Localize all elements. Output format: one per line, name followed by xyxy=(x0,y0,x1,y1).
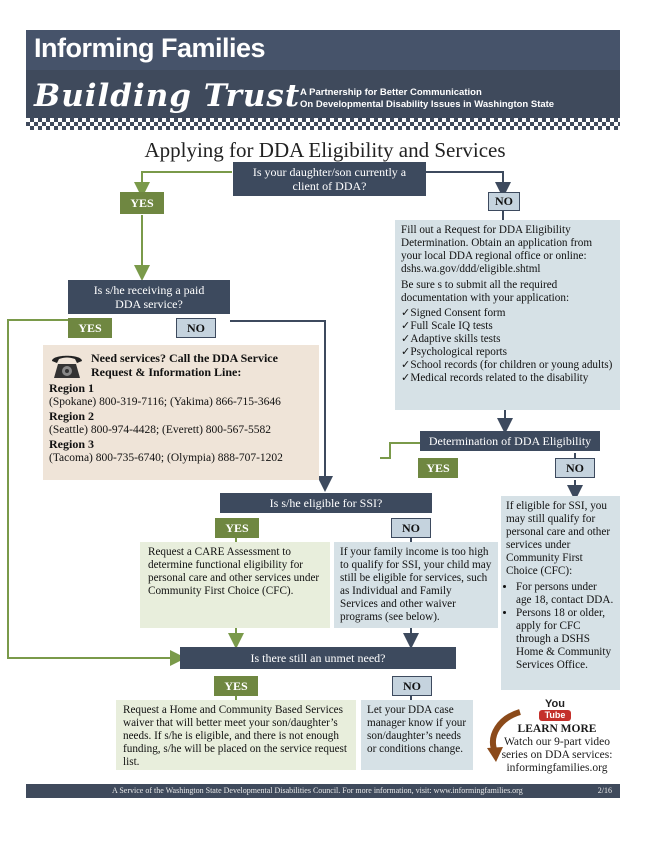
region-2-phones: (Seattle) 800-974-4428; (Everett) 800-567-5582 xyxy=(49,424,271,436)
care-assessment-box: Request a CARE Assessment to determine functional eligibility for personal care and other services under Community First Choice (CFC). xyxy=(140,542,330,628)
question-unmet-need: Is there still an unmet need? xyxy=(180,647,456,669)
q2-no-label: NO xyxy=(176,318,216,338)
footer-bar xyxy=(26,784,620,798)
arrow-q1-no xyxy=(425,172,503,190)
ssi-no-label: NO xyxy=(391,518,431,538)
telephone-icon xyxy=(49,351,85,381)
cfc-bullet: • For persons under age 18, contact DDA. xyxy=(516,581,615,607)
waiver-request-box: Request a Home and Community Based Services waiver that will better meet your son/daughter’s needs. If s/he is eligible, and there is not enough funding, s/he will be placed on the service request list. xyxy=(116,700,356,770)
cfc-eligibility-box: If eligible for SSI, you may still qualify for personal care and other services under Community First Choice (CFC): • For persons under age 18, contact DDA. • Persons 18 or older, apply for CFC through a DSHS Home & Community Services Office. xyxy=(501,496,620,690)
det-no-label: NO xyxy=(555,458,595,478)
doc-item: ✓Medical records related to the disability xyxy=(401,372,589,384)
q1-no-label: NO xyxy=(488,192,520,211)
ssi-yes-label: YES xyxy=(215,518,259,538)
unmet-yes-label: YES xyxy=(214,676,258,696)
header-subtitle: A Partnership for Better Communication On Developmental Disability Issues in Washington State xyxy=(300,87,555,110)
service-request-box xyxy=(43,345,319,480)
learn-more-link[interactable]: informingfamilies.org xyxy=(506,762,608,774)
question-paid-service: Is s/he receiving a paid DDA service? xyxy=(68,280,230,314)
region-3-phones: (Tacoma) 800-735-6740; (Olympia) 888-707-1202 xyxy=(49,452,283,464)
q1-yes-label: YES xyxy=(120,192,164,214)
case-manager-box: Let your DDA case manager know if your son/daughter’s needs or conditions change. xyxy=(361,700,473,770)
page-title: Applying for DDA Eligibility and Services xyxy=(144,138,506,162)
header-title: Informing Families xyxy=(34,33,266,63)
arrow-q1-yes xyxy=(142,172,232,190)
request-eligibility-box: Fill out a Request for DDA Eligibility Determination. Obtain an application from your local DDA regional office or online: dshs.wa.gov/ddd/eligible.shtml Be sure s to submit all the required documentation with your application: ✓Signed Consent form ✓Full Scale IQ tests ✓Adaptive skills tests ✓Psychological reports ✓School records (for children or young adults) ✓Medical records related to the disability xyxy=(395,220,620,410)
income-too-high-box: If your family income is too high to qualify for SSI, your child may still be eligible for services, such as Individual and Family Services and other waiver programs (see below). xyxy=(334,542,498,628)
service-line-heading: Need services? Call the DDA Service Request & Information Line: xyxy=(91,351,278,379)
question-current-client: Is your daughter/son currently a client of DDA? xyxy=(233,162,426,196)
doc-item: ✓Full Scale IQ tests xyxy=(401,320,493,332)
unmet-no-label: NO xyxy=(392,676,432,696)
doc-item: ✓Adaptive skills tests xyxy=(401,333,501,345)
region-3-name: Region 3 xyxy=(49,437,94,451)
region-1-name: Region 1 xyxy=(49,381,94,395)
youtube-logo[interactable]: You Tube xyxy=(539,699,571,721)
question-ssi: Is s/he eligible for SSI? xyxy=(220,493,432,513)
region-2-name: Region 2 xyxy=(49,409,94,423)
documentation-list xyxy=(401,307,614,385)
learn-more-block xyxy=(495,723,619,775)
det-yes-label: YES xyxy=(418,458,458,478)
cfc-bullet: • Persons 18 or older, apply for CFC through a DSHS Home & Community Services Office. xyxy=(516,607,615,672)
doc-item: ✓School records (for children or young adults) xyxy=(401,359,613,371)
q2-yes-label: YES xyxy=(68,318,112,338)
determination-eligibility: Determination of DDA Eligibility xyxy=(420,431,600,451)
learn-more-heading: LEARN MORE xyxy=(517,723,597,735)
page-number: 2/16 xyxy=(597,786,612,795)
footer-text: A Service of the Washington State Developmental Disabilities Council. For more information, visit: www.informingfamilies.org xyxy=(112,786,523,795)
doc-item: ✓Psychological reports xyxy=(401,346,508,358)
doc-item: ✓Signed Consent form xyxy=(401,307,506,319)
header-script-title: Building Trust xyxy=(34,78,301,114)
region-1-phones: (Spokane) 800-319-7116; (Yakima) 866-715-3646 xyxy=(49,396,281,408)
learn-more-text: Watch our 9-part video series on DDA services: xyxy=(501,736,613,761)
